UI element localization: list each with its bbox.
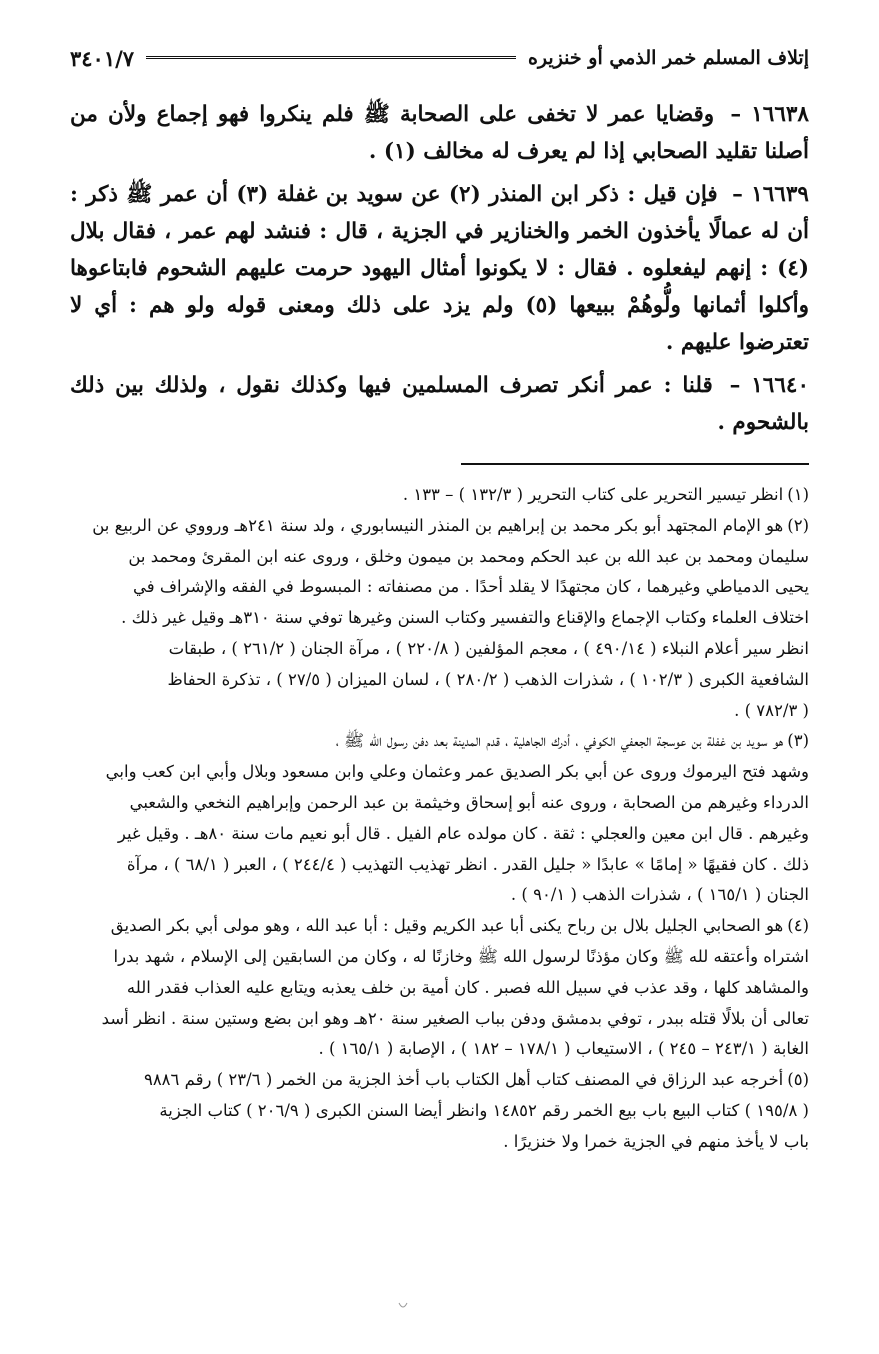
footnote-label: (٤) <box>787 916 809 936</box>
paragraph-number: ١٦٦٣٩ – <box>732 182 809 207</box>
running-title: إتلاف المسلم خمر الذمي أو خنزيره <box>527 47 809 69</box>
page-header <box>70 38 809 78</box>
footnote-line <box>70 726 809 757</box>
footnote-line: الدرداء وغيرهم من الصحابة ، وروى عنه أبو إسحاق وخيثمة بن عبد الرحمن وإبراهيم النخعي والشعبي <box>129 792 809 812</box>
footnote-3 <box>70 726 809 911</box>
footnote-line: والمشاهد كلها ، وقد عذب في سبيل الله فصبر . كان أمية بن خلف يعذبه ويتابع عليه العذاب فقدر الله <box>126 977 809 997</box>
paragraph <box>70 176 809 361</box>
footnote-label: (٣) <box>787 731 809 751</box>
footnote-2 <box>70 511 809 727</box>
footnote-text: هو الصحابي الجليل بلال بن رباح يكنى أبا عبد الكريم وقيل : أبا عبد الله ، وهو مولى أبي بكر الصديق <box>110 916 784 936</box>
scan-mark-icon <box>397 1300 409 1312</box>
footnote-line: وشهد فتح اليرموك وروى عن أبي بكر الصديق عمر وعثمان وعلي وابن مسعود وبلال وأبي ابن كعب وابي <box>105 762 809 782</box>
footnote-line: وغيرهم . قال ابن معين والعجلي : ثقة . كان مولده عام الفيل . قال أبو نعيم مات سنة ٨٠هـ . وقيل غير <box>117 823 809 843</box>
footnote-4 <box>70 911 809 1065</box>
header-rule <box>146 56 516 61</box>
footnote-line: اختلاف العلماء وكتاب الإجماع والإقناع والتفسير وكتاب السنن وغيرها توفي سنة ٣١٠هـ وقيل غير ذلك . <box>121 608 809 628</box>
footnote-label: (٥) <box>787 1070 809 1090</box>
footnotes <box>70 480 809 1158</box>
footnote-line: باب لا يأخذ منهم في الجزية خمرا ولا خنزيرًا . <box>503 1131 809 1151</box>
footnote-line: يحيى الدمياطي وغيرهما ، كان مجتهدًا لا يقلد أحدًا . من مصنفاته : المبسوط في الفقه والإشراف في <box>132 577 809 597</box>
page-number: ٣٤٠١/٧ <box>70 45 135 71</box>
footnote-text: أخرجه عبد الرزاق في المصنف كتاب أهل الكتاب باب أخذ الجزية من الخمر ( ٢٣/٦ ) رقم ٩٨٨٦ <box>143 1070 784 1090</box>
footnote-text: انظر تيسير التحرير على كتاب التحرير ( ١٣٢/٣ ) – ١٣٣ . <box>402 485 784 504</box>
main-text <box>70 96 809 447</box>
paragraph-text: قلنا : عمر أنكر تصرف المسلمين فيها وكذلك نقول ، ولذلك بين ذلك بالشحوم . <box>70 373 809 435</box>
footnote-line: ذلك . كان فقيهًا « إمامًا » عابدًا « جليل القدر . انظر تهذيب التهذيب ( ٢٤٤/٤ ) ، العبر ( ٦٨/١ ) ، مرآة <box>126 854 809 874</box>
footnote-label: (١) <box>787 485 809 504</box>
footnote-line: ( ١٩٥/٨ ) كتاب البيع باب بيع الخمر رقم ١٤٨٥٢ وانظر أيضا السنن الكبرى ( ٢٠٦/٩ ) كتاب الجزية <box>159 1100 809 1120</box>
paragraph-text: وقضايا عمر لا تخفى على الصحابة ﷺ فلم ينكروا فهو إجماع ولأن من أصلنا تقليد الصحابي إذا لم يعرف له مخالف (١) . <box>70 102 809 164</box>
footnote-line <box>70 911 809 942</box>
footnote-1 <box>70 480 809 511</box>
footnote-line: سليمان ومحمد بن عبد الله بن عبد الحكم ومحمد بن ميمون وخلق ، وروى عنه ابن المقرئ ومحمد بن <box>128 546 809 566</box>
footnote-text: هو الإمام المجتهد أبو بكر محمد بن إبراهيم بن المنذر النيسابوري ، ولد سنة ٢٤١هـ ورووي عن الربيع بن <box>92 515 784 535</box>
footnote-line: ( ٧٨٢/٣ ) . <box>734 700 809 720</box>
paragraph-text: فإن قيل : ذكر ابن المنذر (٢) عن سويد بن غفلة (٣) أن عمر ﷺ ذكر : أن له عمالًا يأخذون الخمر والخنازير في الجزية ، قال : فنشد لهم عمر ، فقال بلال (٤) : إنهم ليفعلوه . فقال : لا يكونوا أمثال اليهود حرمت عليهم الشحوم فابتاعوها وأكلوا أثمانها ولُّوهُمْ ببيعها (٥) ولم يزد على ذلك ومعنى قوله ولو هم : أي لا تعترضوا عليهم . <box>70 182 809 355</box>
footnote-line <box>70 480 809 511</box>
footnote-line: الشافعية الكبرى ( ١٠٢/٣ ) ، شذرات الذهب ( ٢٨٠/٢ ) ، لسان الميزان ( ٢٧/٥ ) ، تذكرة الحفاظ <box>167 669 809 689</box>
footnote-text: هو سويد بن غفلة بن عوسجة الجعفي الكوفي ، أدرك الجاهلية ، قدم المدينة بعد دفن رسول الله ﷺ ، <box>335 731 784 751</box>
paragraph-number: ١٦٦٣٨ – <box>730 102 809 127</box>
paragraph <box>70 96 809 170</box>
footnote-line: الغابة ( ٢٤٣/١ – ٢٤٥ ) ، الاستيعاب ( ١٧٨/١ – ١٨٢ ) ، الإصابة ( ١٦٥/١ ) . <box>318 1039 809 1059</box>
footnote-separator <box>461 463 809 465</box>
paragraph-number: ١٦٦٤٠ – <box>729 373 809 398</box>
footnote-line: انظر سير أعلام النبلاء ( ٤٩٠/١٤ ) ، معجم المؤلفين ( ٢٢٠/٨ ) ، مرآة الجنان ( ٢٦١/٢ ) ، طبقات <box>168 638 809 658</box>
footnote-line: الجنان ( ١٦٥/١ ) ، شذرات الذهب ( ٩٠/١ ) . <box>510 885 809 905</box>
footnote-line: تعالى أن بلالًا قتله ببدر ، توفي بدمشق ودفن بباب الصغير سنة ٢٠هـ وهو ابن بضع وستين سنة . انظر أسد <box>101 1008 809 1028</box>
footnote-line: اشتراه وأعتقه لله ﷺ وكان مؤذنًا لرسول الله ﷺ وخازنًا له ، وكان من السابقين إلى الإسلام ، شهد بدرا <box>113 946 809 966</box>
footnote-5 <box>70 1065 809 1157</box>
footnote-line <box>70 511 809 542</box>
paragraph <box>70 367 809 441</box>
footnote-line <box>70 1065 809 1096</box>
footnote-label: (٢) <box>787 515 809 535</box>
